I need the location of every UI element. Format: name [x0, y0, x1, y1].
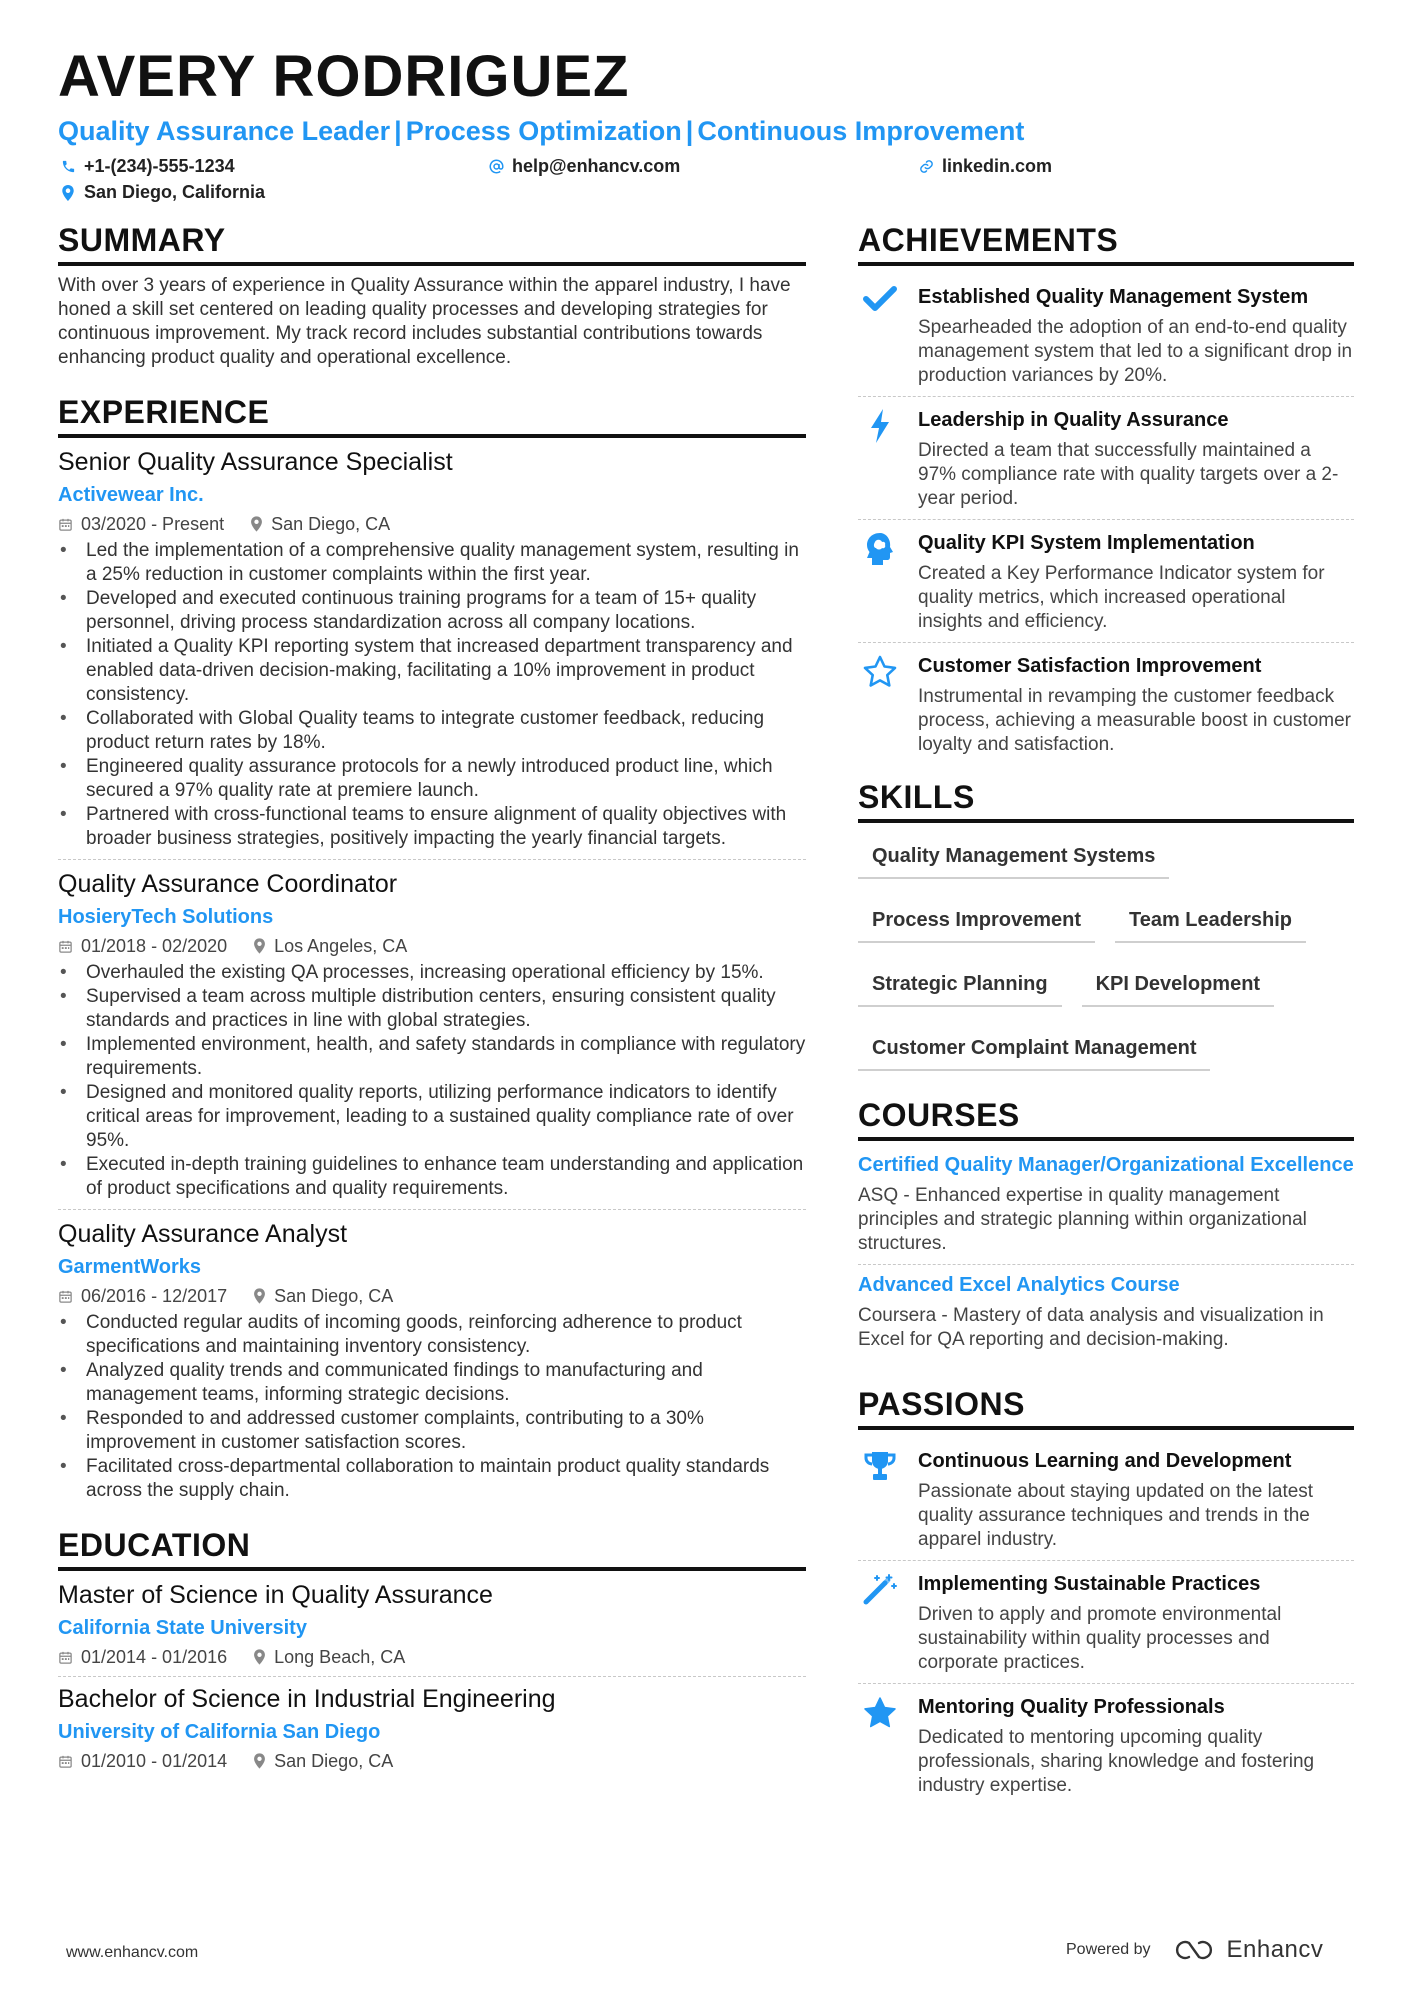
achievement-description: Created a Key Performance Indicator system for quality metrics, which increased operational insights and efficiency.	[918, 563, 1325, 632]
bullet-item: • Analyzed quality trends and communicated findings to manufacturing and management teams, informing strategic decisions.	[58, 1359, 806, 1407]
date-range: 01/2010 - 01/2014	[81, 1751, 228, 1771]
job-dates	[58, 933, 227, 959]
experience-entry	[58, 859, 806, 1209]
job-location	[253, 1283, 393, 1309]
job-title: Quality Assurance Analyst	[58, 1220, 348, 1248]
company-name: GarmentWorks	[58, 1256, 202, 1278]
section-divider	[858, 1426, 1354, 1430]
achievement-description: Spearheaded the adoption of an end-to-end quality management system that led to a significant drop in production variances by 20%.	[918, 317, 1353, 386]
summary-text: With over 3 years of experience in Quality Assurance within the apparel industry, I have honed a skill set centered on leading quality processes and developing strategies for continuous improvement. My track record includes substantial contributions towards enhancing product quality and operational excellence.	[58, 275, 791, 368]
skill-tag: KPI Development	[1082, 967, 1274, 1007]
left-column	[58, 220, 806, 1780]
achievement-item	[858, 642, 1354, 765]
passion-description: Driven to apply and promote environmental sustainability within quality processes and corporate practices.	[918, 1604, 1282, 1673]
achievement-description: Instrumental in revamping the customer feedback process, achieving a measurable boost in customer loyalty and satisfaction.	[918, 686, 1352, 755]
bullet-item: • Responded to and addressed customer complaints, contributing to a 30% improvement in customer satisfaction scores.	[58, 1407, 806, 1455]
at-sign-icon	[488, 159, 504, 175]
headline	[58, 114, 1358, 148]
bullet-item: • Initiated a Quality KPI reporting system that increased department transparency and enabled data-driven decision-making, facilitating a 10% improvement in product consistency.	[58, 635, 806, 707]
calendar-icon	[58, 517, 73, 532]
right-column	[858, 220, 1354, 1806]
star-outline-icon	[858, 653, 902, 757]
passion-title: Implementing Sustainable Practices	[918, 1573, 1261, 1595]
date-range: 01/2018 - 02/2020	[81, 936, 228, 956]
section-heading: SUMMARY	[58, 222, 226, 258]
section-heading: EDUCATION	[58, 1527, 251, 1563]
section-heading: SKILLS	[858, 779, 975, 815]
job-location	[250, 511, 390, 537]
location-text: Los Angeles, CA	[274, 936, 408, 956]
skill-tag: Strategic Planning	[858, 967, 1062, 1007]
contact-phone[interactable]	[60, 156, 235, 177]
job-meta	[58, 1283, 806, 1309]
enhancv-logo-icon	[1171, 1939, 1217, 1961]
passion-item	[858, 1683, 1354, 1806]
course-title: Certified Quality Manager/Organizational Excellence	[858, 1154, 1354, 1176]
section-divider	[58, 262, 806, 266]
section-divider	[858, 1137, 1354, 1141]
head-brain-icon	[858, 530, 902, 634]
calendar-icon	[58, 939, 73, 954]
location-text: San Diego, CA	[274, 1751, 394, 1771]
section-heading: ACHIEVEMENTS	[858, 222, 1119, 258]
headline-part: Quality Assurance Leader	[58, 116, 391, 146]
job-bullets	[58, 1311, 806, 1503]
section-divider	[58, 434, 806, 438]
bullet-item: • Facilitated cross-departmental collaboration to maintain product quality standards across the supply chain.	[58, 1455, 806, 1503]
course-title: Advanced Excel Analytics Course	[858, 1274, 1180, 1296]
brand-logo[interactable]	[1171, 1936, 1324, 1964]
map-pin-icon	[253, 1753, 266, 1769]
job-bullets	[58, 961, 806, 1201]
company-name: Activewear Inc.	[58, 484, 204, 506]
bullet-item: • Executed in-depth training guidelines to enhance team understanding and application of product specifications and quality requirements.	[58, 1153, 806, 1201]
headline-part: Continuous Improvement	[697, 116, 1025, 146]
passion-item	[858, 1560, 1354, 1683]
degree-title: Bachelor of Science in Industrial Engineering	[58, 1685, 556, 1713]
degree-title: Master of Science in Quality Assurance	[58, 1581, 493, 1609]
education-location	[253, 1748, 393, 1774]
footer-branding	[1066, 1936, 1323, 1964]
phone-icon	[60, 159, 76, 175]
achievement-title: Leadership in Quality Assurance	[918, 409, 1229, 431]
location-text: Long Beach, CA	[274, 1647, 406, 1667]
job-location	[253, 933, 407, 959]
achievement-title: Quality KPI System Implementation	[918, 532, 1255, 554]
skill-tag: Quality Management Systems	[858, 839, 1169, 879]
education-entry	[58, 1579, 806, 1676]
map-pin-icon	[253, 1649, 266, 1665]
headline-separator: |	[394, 116, 402, 146]
course-description: Coursera - Mastery of data analysis and visualization in Excel for QA reporting and decision-making.	[858, 1305, 1324, 1350]
courses-section	[858, 1095, 1354, 1360]
star-filled-icon	[858, 1694, 902, 1798]
link-icon	[918, 159, 934, 175]
bullet-item: • Engineered quality assurance protocols for a newly introduced product line, which secured a 97% quality rate at premiere launch.	[58, 755, 806, 803]
skills-list	[858, 831, 1354, 1071]
bullet-item: • Implemented environment, health, and safety standards in compliance with regulatory requirements.	[58, 1033, 806, 1081]
achievement-description: Directed a team that successfully maintained a 97% compliance rate with quality targets over a 2-year period.	[918, 440, 1339, 509]
experience-entry	[58, 1209, 806, 1511]
section-divider	[858, 262, 1354, 266]
education-meta	[58, 1644, 806, 1670]
map-pin-icon	[253, 938, 266, 954]
company-name: HosieryTech Solutions	[58, 906, 274, 928]
calendar-icon	[58, 1754, 73, 1769]
education-dates	[58, 1748, 227, 1774]
skill-tag: Process Improvement	[858, 903, 1095, 943]
passion-title: Mentoring Quality Professionals	[918, 1696, 1225, 1718]
skills-section	[858, 777, 1354, 1071]
location-text: San Diego, CA	[271, 514, 391, 534]
trophy-icon	[858, 1448, 902, 1552]
job-bullets	[58, 539, 806, 851]
contact-email[interactable]	[488, 156, 680, 177]
calendar-icon	[58, 1289, 73, 1304]
footer-website[interactable]: www.enhancv.com	[66, 1944, 199, 1961]
passion-title: Continuous Learning and Development	[918, 1450, 1292, 1472]
brand-name: Enhancv	[1226, 1936, 1324, 1963]
achievement-item	[858, 519, 1354, 642]
achievement-item	[858, 274, 1354, 396]
achievements-section	[858, 220, 1354, 765]
job-dates	[58, 1283, 227, 1309]
section-heading: PASSIONS	[858, 1386, 1025, 1422]
section-heading: COURSES	[858, 1097, 1020, 1133]
skill-tag: Customer Complaint Management	[858, 1031, 1210, 1071]
bullet-item: • Led the implementation of a comprehensive quality management system, resulting in a 25% reduction in customer complaints within the first year.	[58, 539, 806, 587]
email-address: help@enhancv.com	[512, 156, 681, 176]
course-item	[858, 1149, 1354, 1264]
school-name: California State University	[58, 1617, 307, 1639]
achievement-title: Established Quality Management System	[918, 286, 1309, 308]
bullet-item: • Collaborated with Global Quality teams to integrate customer feedback, reducing product return rates by 18%.	[58, 707, 806, 755]
bullet-item: • Developed and executed continuous training programs for a team of 15+ quality personnel, driving process standardization across all company locations.	[58, 587, 806, 635]
section-heading: EXPERIENCE	[58, 394, 270, 430]
experience-entry	[58, 446, 806, 859]
education-entry	[58, 1676, 806, 1780]
map-pin-icon	[60, 185, 76, 201]
passion-description: Dedicated to mentoring upcoming quality professionals, sharing knowledge and fostering industry expertise.	[918, 1727, 1315, 1796]
summary-section	[58, 220, 806, 370]
headline-separator: |	[685, 116, 694, 146]
location-text: San Diego, CA	[274, 1286, 394, 1306]
passion-description: Passionate about staying updated on the latest quality assurance techniques and trends in the apparel industry.	[918, 1481, 1314, 1550]
bullet-item: • Designed and monitored quality reports, utilizing performance indicators to identify critical areas for improvement, leading to a sustained quality compliance rate of over 95%.	[58, 1081, 806, 1153]
section-divider	[58, 1567, 806, 1571]
job-title: Quality Assurance Coordinator	[58, 870, 398, 898]
school-name: University of California San Diego	[58, 1721, 381, 1743]
date-range: 06/2016 - 12/2017	[81, 1286, 228, 1306]
job-dates	[58, 511, 224, 537]
linkedin-url: linkedin.com	[942, 156, 1053, 176]
skill-tag: Team Leadership	[1115, 903, 1306, 943]
magic-wand-icon	[858, 1571, 902, 1675]
job-meta	[58, 511, 806, 537]
powered-by-label: Powered by	[1066, 1941, 1151, 1958]
section-divider	[858, 819, 1354, 823]
achievement-title: Customer Satisfaction Improvement	[918, 655, 1262, 677]
education-section	[58, 1525, 806, 1780]
resume-header	[58, 44, 1358, 212]
education-location	[253, 1644, 405, 1670]
course-item	[858, 1264, 1354, 1360]
contact-info	[58, 156, 1358, 212]
passions-section	[858, 1384, 1354, 1806]
phone-number: +1-(234)-555-1234	[84, 156, 235, 176]
map-pin-icon	[253, 1288, 266, 1304]
date-range: 03/2020 - Present	[81, 514, 225, 534]
candidate-name: AVERY RODRIGUEZ	[58, 44, 630, 109]
achievement-item	[858, 396, 1354, 519]
passion-item	[858, 1438, 1354, 1560]
bullet-item: • Conducted regular audits of incoming goods, reinforcing adherence to product specifications and maintaining inventory consistency.	[58, 1311, 806, 1359]
date-range: 01/2014 - 01/2016	[81, 1647, 228, 1667]
bullet-item: • Supervised a team across multiple distribution centers, ensuring consistent quality standards and practices in line with global strategies.	[58, 985, 806, 1033]
lightning-icon	[858, 407, 902, 511]
experience-section	[58, 392, 806, 1511]
location-text: San Diego, California	[84, 182, 266, 202]
course-description: ASQ - Enhanced expertise in quality management principles and strategic planning within organizational structures.	[858, 1185, 1307, 1254]
calendar-icon	[58, 1650, 73, 1665]
job-meta	[58, 933, 806, 959]
bullet-item: • Overhauled the existing QA processes, increasing operational efficiency by 15%.	[58, 961, 806, 985]
contact-linkedin[interactable]	[918, 156, 1052, 177]
contact-location	[60, 182, 265, 203]
checkmark-icon	[858, 284, 902, 388]
education-meta	[58, 1748, 806, 1774]
education-dates	[58, 1644, 227, 1670]
map-pin-icon	[250, 516, 263, 532]
job-title: Senior Quality Assurance Specialist	[58, 448, 453, 476]
headline-part: Process Optimization	[405, 116, 682, 146]
bullet-item: • Partnered with cross-functional teams to ensure alignment of quality objectives with broader business strategies, positively impacting the yearly financial targets.	[58, 803, 806, 851]
